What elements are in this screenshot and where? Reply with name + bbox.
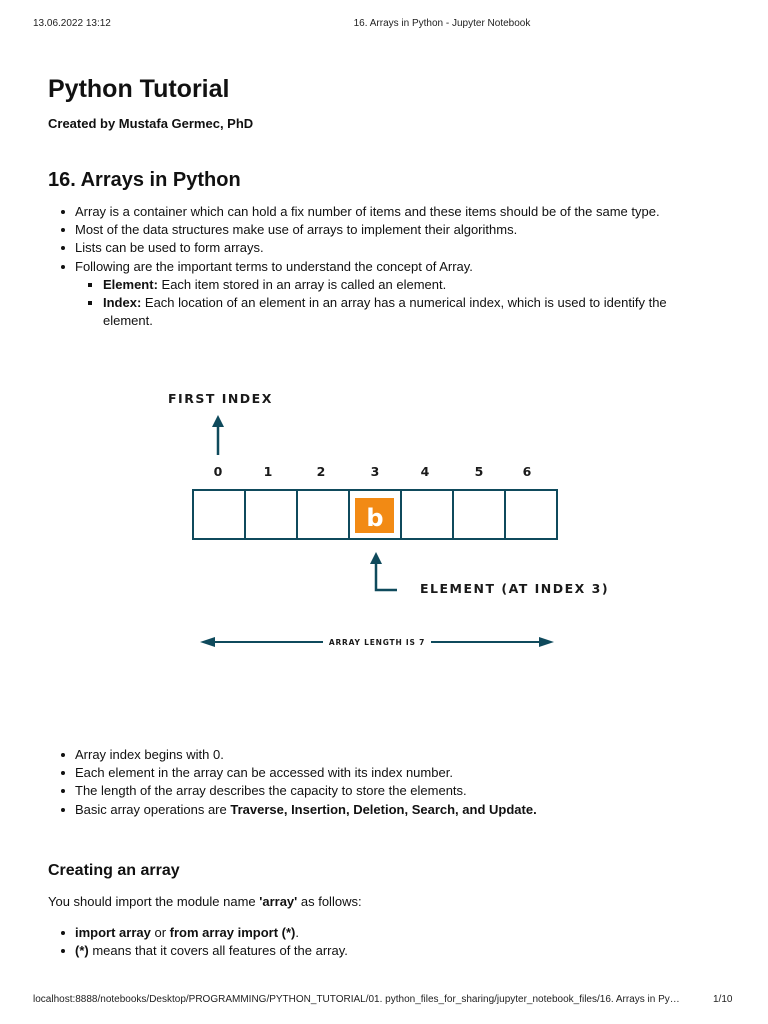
index-label: 3 <box>370 464 380 479</box>
index-label: 2 <box>316 464 326 479</box>
term-text: Each item stored in an array is called an element. <box>157 276 447 292</box>
print-datetime: 13.06.2022 13:12 <box>33 18 111 29</box>
import-statement: from array import (*) <box>169 925 296 940</box>
term-index <box>75 294 708 330</box>
list-item: The length of the array describes the capacity to store the elements. <box>48 782 708 800</box>
first-index-label: FIRST INDEX <box>168 391 273 406</box>
element-arrow <box>376 560 397 590</box>
print-page-title: 16. Arrays in Python - Jupyter Notebook <box>353 18 531 29</box>
list-item-text: Basic array operations are <box>75 801 231 817</box>
print-url: localhost:8888/notebooks/Desktop/PROGRAMMING/PYTHON_TUTORIAL/01. python_files_for_sharing/jupyter_notebook_files/16. Arrays in Py… <box>33 994 680 1005</box>
intro-list <box>48 203 708 330</box>
term-element <box>75 276 708 294</box>
list-item-text: . <box>295 925 299 940</box>
array-diagram-svg <box>95 345 675 740</box>
list-item-text: Following are the important terms to understand the concept of Array. <box>75 258 473 274</box>
term-text: Each location of an element in an array has a numerical index, which is used to identify the element. <box>103 295 667 329</box>
list-item <box>48 801 708 819</box>
import-paragraph <box>48 894 362 909</box>
length-arrow-left-head <box>200 637 215 647</box>
index-label: 0 <box>213 464 223 479</box>
array-diagram <box>95 345 675 740</box>
highlighted-element-value: b <box>366 504 384 532</box>
first-index-arrow-head <box>212 415 224 427</box>
para-text: as follows: <box>297 894 362 909</box>
array-cell <box>401 490 453 539</box>
para-module-name: 'array' <box>259 894 298 909</box>
subsection-title: Creating an array <box>48 862 180 879</box>
list-item-text: means that it covers all features of the array. <box>88 943 348 959</box>
list-item: Lists can be used to form arrays. <box>48 239 708 257</box>
author-line: Created by Mustafa Germec, PhD <box>48 116 254 131</box>
operations-list-text: Traverse, Insertion, Deletion, Search, and Update. <box>230 801 537 817</box>
element-arrow-head <box>370 552 382 564</box>
terms-list <box>75 276 708 331</box>
list-item <box>48 942 708 960</box>
array-cell <box>453 490 505 539</box>
index-label: 5 <box>474 464 484 479</box>
term-label: Element: <box>103 276 158 292</box>
list-item <box>48 924 708 942</box>
index-labels <box>214 464 532 479</box>
page-title: Python Tutorial <box>48 75 230 103</box>
list-item: Each element in the array can be accessed with its index number. <box>48 764 708 782</box>
notebook-content <box>48 72 708 330</box>
star-symbol: (*) <box>75 943 89 959</box>
array-cell <box>245 490 297 539</box>
import-list <box>48 924 708 960</box>
print-page-number: 1/10 <box>713 994 733 1005</box>
length-arrow-right-head <box>539 637 554 647</box>
list-item: Array index begins with 0. <box>48 746 708 764</box>
list-item-text: or <box>150 925 170 940</box>
import-statement: import array <box>75 925 151 940</box>
list-item: Array is a container which can hold a fix number of items and these items should be of the same type. <box>48 203 708 221</box>
index-label: 4 <box>420 464 430 479</box>
term-label: Index: <box>103 295 142 311</box>
element-label: ELEMENT (AT INDEX 3) <box>420 581 610 596</box>
list-item: Most of the data structures make use of arrays to implement their algorithms. <box>48 221 708 239</box>
section-title: 16. Arrays in Python <box>48 169 241 191</box>
array-length-label: ARRAY LENGTH IS 7 <box>328 638 426 647</box>
index-label: 6 <box>522 464 532 479</box>
array-facts-list <box>48 746 708 819</box>
array-cell <box>297 490 349 539</box>
list-item <box>48 258 708 331</box>
para-text: You should import the module name <box>48 894 260 909</box>
index-label: 1 <box>263 464 273 479</box>
array-cell <box>193 490 245 539</box>
array-cell <box>505 490 557 539</box>
